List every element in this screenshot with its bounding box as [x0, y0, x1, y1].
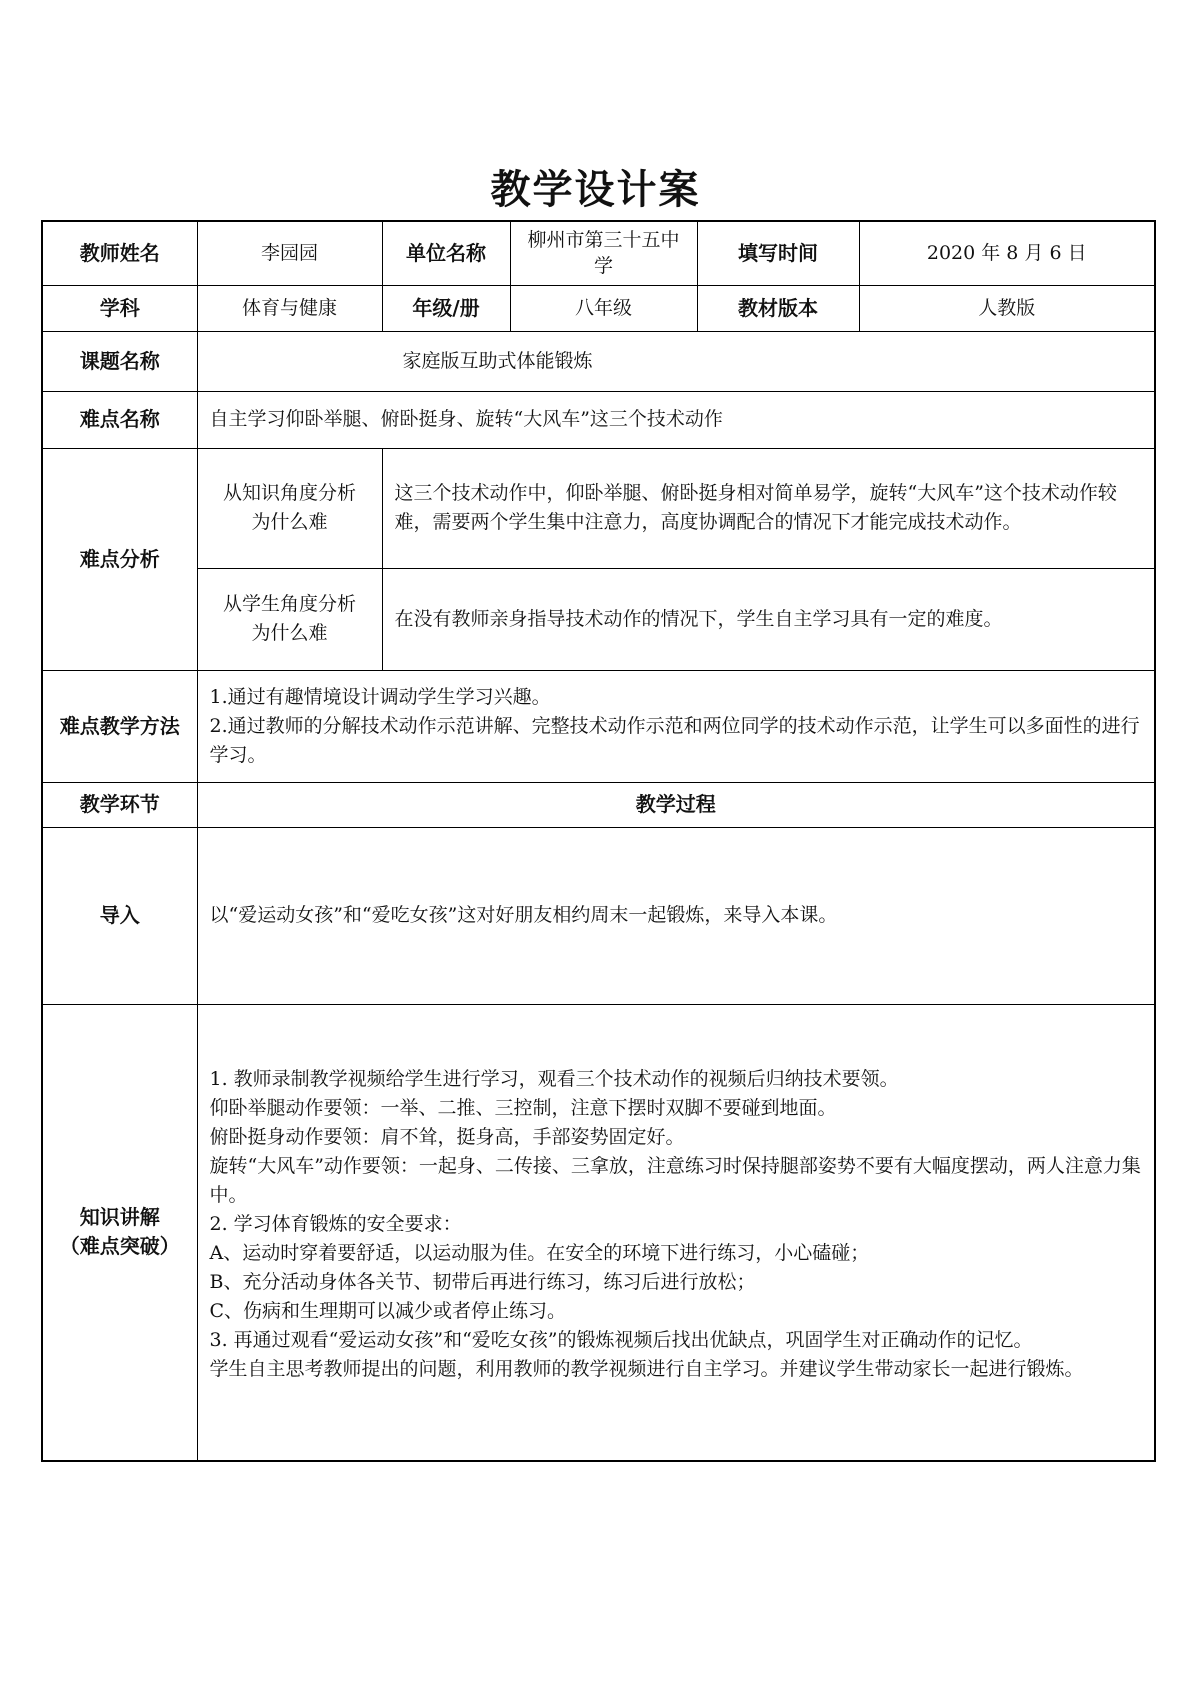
header-row-1 — [42, 221, 1155, 285]
knowledge-line: 2. 学习体育锻炼的安全要求： — [209, 1212, 462, 1235]
grade-value: 八年级 — [510, 285, 697, 331]
knowledge-angle-text: 这三个技术动作中，仰卧举腿、俯卧挺身相对简单易学，旋转“大风车”这个技术动作较难，需要两个学生集中注意力，高度协调配合的情况下才能完成技术动作。 — [382, 448, 1155, 568]
topic-row — [42, 331, 1155, 391]
date-value: 2020 年 8 月 6 日 — [859, 221, 1155, 285]
date-label: 填写时间 — [697, 221, 859, 285]
student-angle-label: 从学生角度分析为什么难 — [197, 568, 382, 670]
knowledge-line: 俯卧挺身动作要领：肩不耸，挺身高，手部姿势固定好。 — [209, 1125, 685, 1148]
stage-header: 教学环节 — [42, 782, 197, 827]
knowledge-line: 1. 教师录制教学视频给学生进行学习，观看三个技术动作的视频后归纳技术要领。 — [209, 1067, 899, 1090]
method-row — [42, 670, 1155, 782]
grade-label: 年级/册 — [382, 285, 510, 331]
knowledge-label-line2: （难点突破） — [59, 1234, 180, 1259]
method-content — [197, 670, 1155, 782]
knowledge-row — [42, 1004, 1155, 1461]
difficulty-value: 自主学习仰卧举腿、俯卧挺身、旋转“大风车”这三个技术动作 — [197, 391, 1155, 448]
knowledge-line: B、充分活动身体各关节、韧带后再进行练习，练习后进行放松； — [209, 1270, 756, 1293]
subject-label: 学科 — [42, 285, 197, 331]
process-header-row — [42, 782, 1155, 827]
intro-text: 以“爱运动女孩”和“爱吃女孩”这对好朋友相约周末一起锻炼，来导入本课。 — [197, 827, 1155, 1004]
knowledge-line: 仰卧举腿动作要领：一举、二推、三控制，注意下摆时双脚不要碰到地面。 — [209, 1096, 837, 1119]
student-angle-text: 在没有教师亲身指导技术动作的情况下，学生自主学习具有一定的难度。 — [382, 568, 1155, 670]
knowledge-line: A、运动时穿着要舒适，以运动服为佳。在安全的环境下进行练习，小心磕碰； — [209, 1241, 870, 1264]
knowledge-content — [197, 1004, 1155, 1461]
knowledge-label-line1: 知识讲解 — [79, 1205, 160, 1230]
method-line: 1.通过有趣情境设计调动学生学习兴趣。 — [209, 685, 551, 708]
difficulty-row — [42, 391, 1155, 448]
topic-label: 课题名称 — [42, 331, 197, 391]
method-line: 2.通过教师的分解技术动作示范讲解、完整技术动作示范和两位同学的技术动作示范，让学生可以多面性的进行学习。 — [209, 714, 1140, 766]
difficulty-label: 难点名称 — [42, 391, 197, 448]
topic-value: 家庭版互助式体能锻炼 — [197, 331, 1155, 391]
analysis-label: 难点分析 — [42, 448, 197, 670]
analysis-row-student — [42, 568, 1155, 670]
intro-row — [42, 827, 1155, 1004]
intro-label: 导入 — [42, 827, 197, 1004]
header-row-2 — [42, 285, 1155, 331]
edition-label: 教材版本 — [697, 285, 859, 331]
teacher-label: 教师姓名 — [42, 221, 197, 285]
knowledge-line: 3. 再通过观看“爱运动女孩”和“爱吃女孩”的锻炼视频后找出优缺点，巩固学生对正确动作的记忆。 — [209, 1328, 1033, 1351]
subject-value: 体育与健康 — [197, 285, 382, 331]
unit-value: 柳州市第三十五中学 — [510, 221, 697, 285]
knowledge-label — [42, 1004, 197, 1461]
unit-label: 单位名称 — [382, 221, 510, 285]
analysis-row-knowledge — [42, 448, 1155, 568]
method-label: 难点教学方法 — [42, 670, 197, 782]
page-title: 教学设计案 — [490, 167, 701, 213]
process-header: 教学过程 — [197, 782, 1155, 827]
knowledge-line: 旋转“大风车”动作要领：一起身、二传接、三拿放，注意练习时保持腿部姿势不要有大幅度摆动，两人注意力集中。 — [209, 1154, 1141, 1206]
knowledge-angle-label: 从知识角度分析为什么难 — [197, 448, 382, 568]
teacher-value: 李园园 — [197, 221, 382, 285]
knowledge-line: C、伤病和生理期可以减少或者停止练习。 — [209, 1299, 567, 1322]
lesson-plan-table — [41, 220, 1156, 1462]
edition-value: 人教版 — [859, 285, 1155, 331]
knowledge-line: 学生自主思考教师提出的问题，利用教师的教学视频进行自主学习。并建议学生带动家长一起进行锻炼。 — [209, 1357, 1084, 1380]
